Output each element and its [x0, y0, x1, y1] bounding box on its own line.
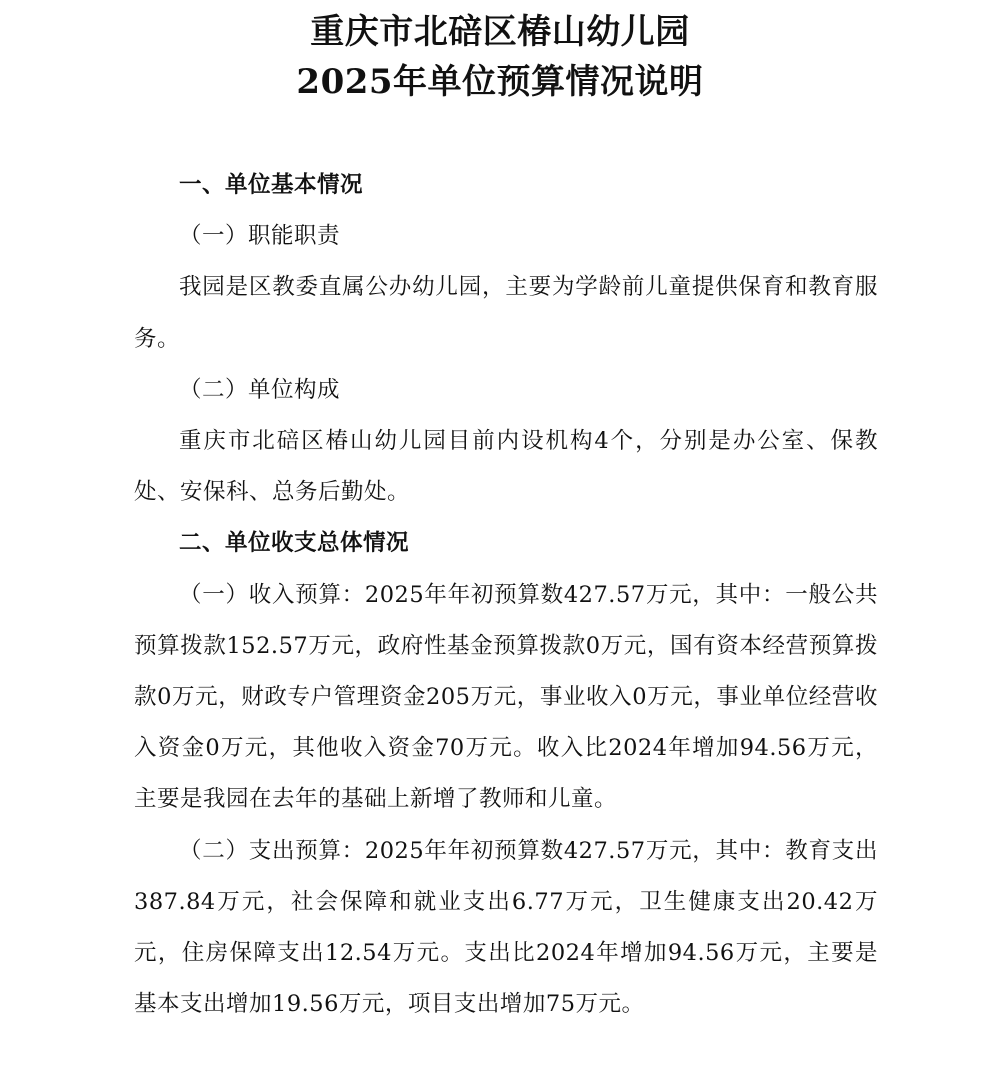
section-heading-income-expense: 二、单位收支总体情况	[179, 530, 410, 557]
subsection-heading-composition: （二）单位构成	[179, 376, 341, 403]
subsection-heading-functions: （一）职能职责	[179, 223, 341, 250]
section-heading-basic-info: 一、单位基本情况	[179, 172, 364, 198]
paragraph-income-budget: （一）收入预算：2025年年初预算数427.57万元，其中：一般公共预算拨款152.57万元，政府性基金预算拨款0万元，国有资本经营预算拨款0万元，财政专户管理资金205万元，事业收入0万元，事业单位经营收入资金0万元，其他收入资金70万元。收入比2024年增加94.56万元，主要是我园在去年的基础上新增了教师和儿童。	[134, 581, 878, 813]
paragraph-composition: 重庆市北碚区椿山幼儿园目前内设机构4个，分别是办公室、保教处、安保科、总务后勤处。	[134, 428, 878, 506]
paragraph-functions: 我园是区教委直属公办幼儿园，主要为学龄前儿童提供保育和教育服务。	[134, 274, 878, 352]
paragraph-expense-budget: （二）支出预算：2025年年初预算数427.57万元，其中：教育支出387.84万元，社会保障和就业支出6.77万元，卫生健康支出20.42万元，住房保障支出12.54万元。支出比2024年增加94.56万元，主要是基本支出增加19.56万元，项目支出增加75万元。	[134, 837, 878, 1018]
document-title-line2: 2025年单位预算情况说明	[296, 62, 704, 102]
document-body	[134, 160, 878, 1030]
document-title-line1: 重庆市北碚区椿山幼儿园	[310, 12, 690, 52]
